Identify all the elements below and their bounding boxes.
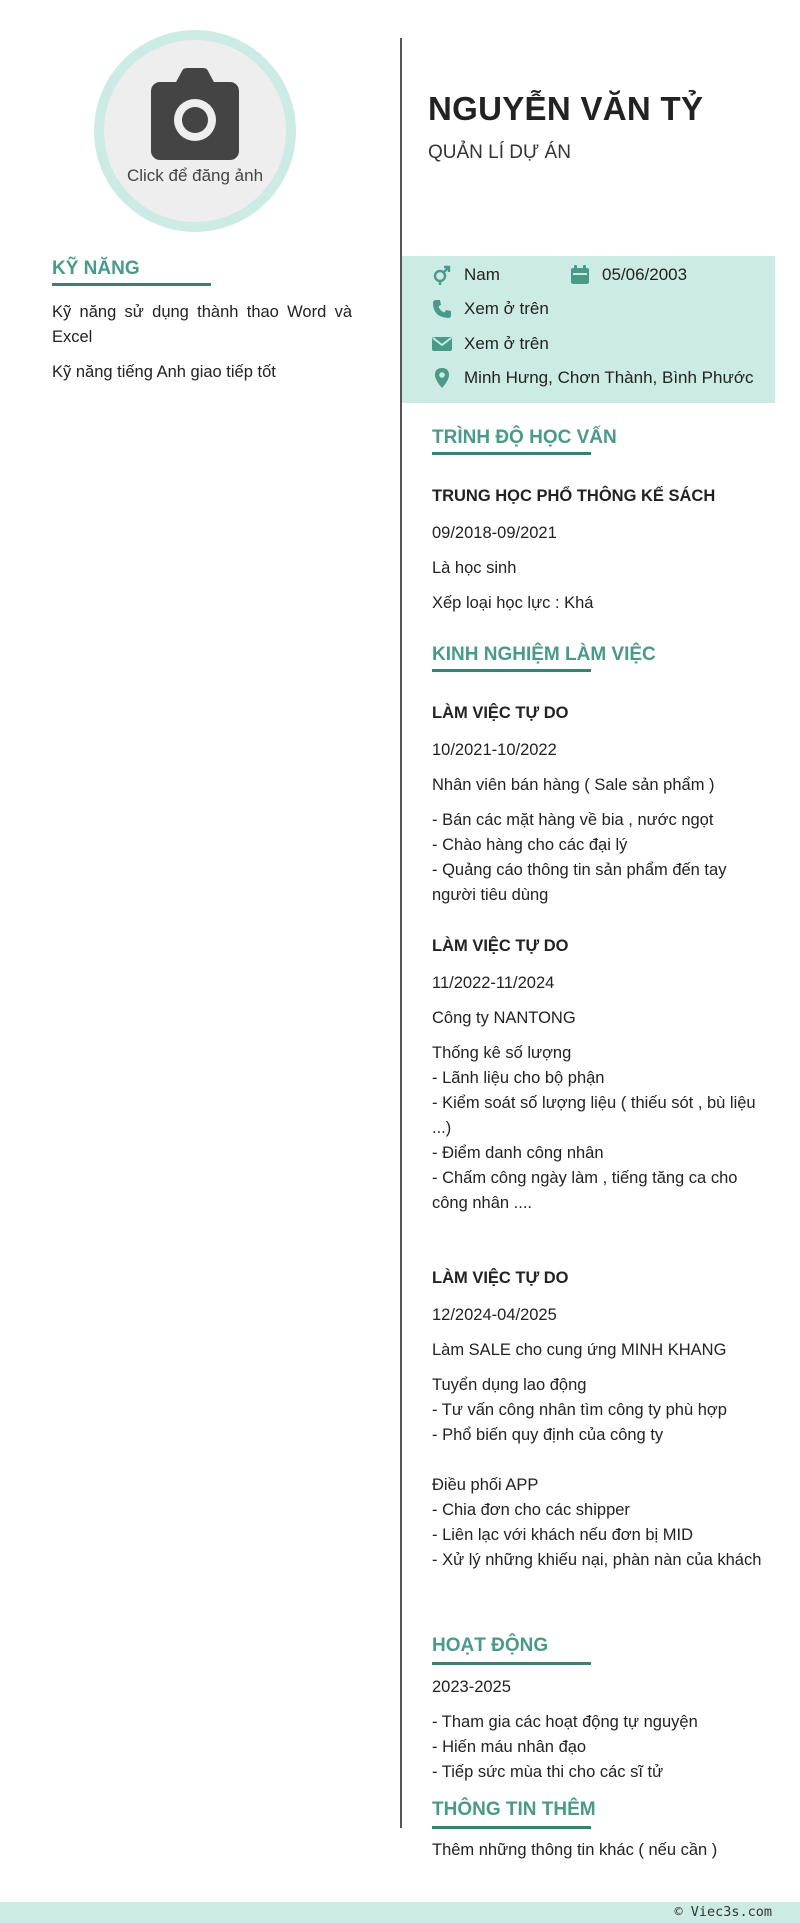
education-period: 09/2018-09/2021 xyxy=(432,524,557,542)
candidate-position: QUẢN LÍ DỰ ÁN xyxy=(428,142,571,163)
candidate-name: NGUYỄN VĂN TỶ xyxy=(428,90,704,127)
email-icon xyxy=(432,334,452,354)
activities-description: - Tham gia các hoạt động tự nguyện - Hiến máu nhân đạo - Tiếp sức mùa thi cho các sĩ tử xyxy=(432,1713,698,1781)
job-period: 10/2021-10/2022 xyxy=(432,741,557,759)
education-underline xyxy=(432,452,591,455)
skills-title: KỸ NĂNG xyxy=(52,258,140,279)
job-description: - Bán các mặt hàng về bia , nước ngọt - Chào hàng cho các đại lý - Quảng cáo thông tin sản phẩm đến tay người tiêu dùng xyxy=(432,811,727,904)
activities-underline xyxy=(432,1662,591,1665)
education-school: TRUNG HỌC PHỔ THÔNG KẾ SÁCH xyxy=(432,487,716,505)
additional-title: THÔNG TIN THÊM xyxy=(432,1799,596,1820)
job-company: Công ty NANTONG xyxy=(432,1009,576,1027)
avatar-upload[interactable] xyxy=(104,40,286,222)
education-detail: Xếp loại học lực : Khá xyxy=(432,594,594,612)
address-value: Minh Hưng, Chơn Thành, Bình Phước xyxy=(464,368,754,387)
camera-icon xyxy=(151,68,239,160)
contact-email xyxy=(432,334,549,354)
job-period: 11/2022-11/2024 xyxy=(432,974,555,992)
avatar xyxy=(94,30,296,232)
job-period: 12/2024-04/2025 xyxy=(432,1306,557,1324)
job-heading: LÀM VIỆC TỰ DO xyxy=(432,1269,569,1287)
job-heading: LÀM VIỆC TỰ DO xyxy=(432,937,569,955)
phone-value: Xem ở trên xyxy=(464,299,549,318)
education-role: Là học sinh xyxy=(432,559,517,577)
job-description: Thống kê số lượng - Lãnh liệu cho bộ phận - Kiểm soát số lượng liệu ( thiếu sót , bù liệu ...) - Điểm danh công nhân - Chấm công ngày làm , tiếng tăng ca cho công nhân .... xyxy=(432,1044,756,1212)
skill-item: Kỹ năng sử dụng thành thao Word và Excel xyxy=(52,303,352,346)
skills-underline xyxy=(52,283,211,286)
contact-birthday xyxy=(570,265,687,285)
education-title: TRÌNH ĐỘ HỌC VẤN xyxy=(432,427,617,448)
footer-credit: © Viec3s.com xyxy=(674,1904,772,1920)
job-description: Tuyển dụng lao động - Tư vấn công nhân tìm công ty phù hợp - Phổ biến quy định của công ty Điều phối APP - Chia đơn cho các shipper - Liên lạc với khách nếu đơn bị MID - Xử lý những khiếu nại, phàn nàn của khách xyxy=(432,1376,762,1569)
experience-title: KINH NGHIỆM LÀM VIỆC xyxy=(432,644,656,665)
activities-period: 2023-2025 xyxy=(432,1678,511,1696)
contact-phone xyxy=(432,299,549,319)
footer-band xyxy=(0,1902,800,1923)
job-company: Nhân viên bán hàng ( Sale sản phẩm ) xyxy=(432,776,715,794)
birthday-value: 05/06/2003 xyxy=(602,265,688,284)
calendar-icon xyxy=(570,265,590,285)
gender-value: Nam xyxy=(464,265,500,284)
experience-underline xyxy=(432,669,591,672)
gender-icon xyxy=(432,265,452,285)
job-company: Làm SALE cho cung ứng MINH KHANG xyxy=(432,1341,727,1359)
contact-box xyxy=(402,256,775,403)
avatar-upload-label: Click để đăng ảnh xyxy=(126,166,264,185)
email-value: Xem ở trên xyxy=(464,334,549,353)
contact-gender xyxy=(432,265,500,285)
job-heading: LÀM VIỆC TỰ DO xyxy=(432,704,569,722)
additional-text: Thêm những thông tin khác ( nếu cần ) xyxy=(432,1841,718,1859)
skill-item: Kỹ năng tiếng Anh giao tiếp tốt xyxy=(52,363,276,381)
phone-icon xyxy=(432,299,452,319)
location-pin-icon xyxy=(432,368,452,388)
additional-underline xyxy=(432,1826,591,1829)
activities-title: HOẠT ĐỘNG xyxy=(432,1635,549,1656)
contact-address xyxy=(432,368,754,388)
